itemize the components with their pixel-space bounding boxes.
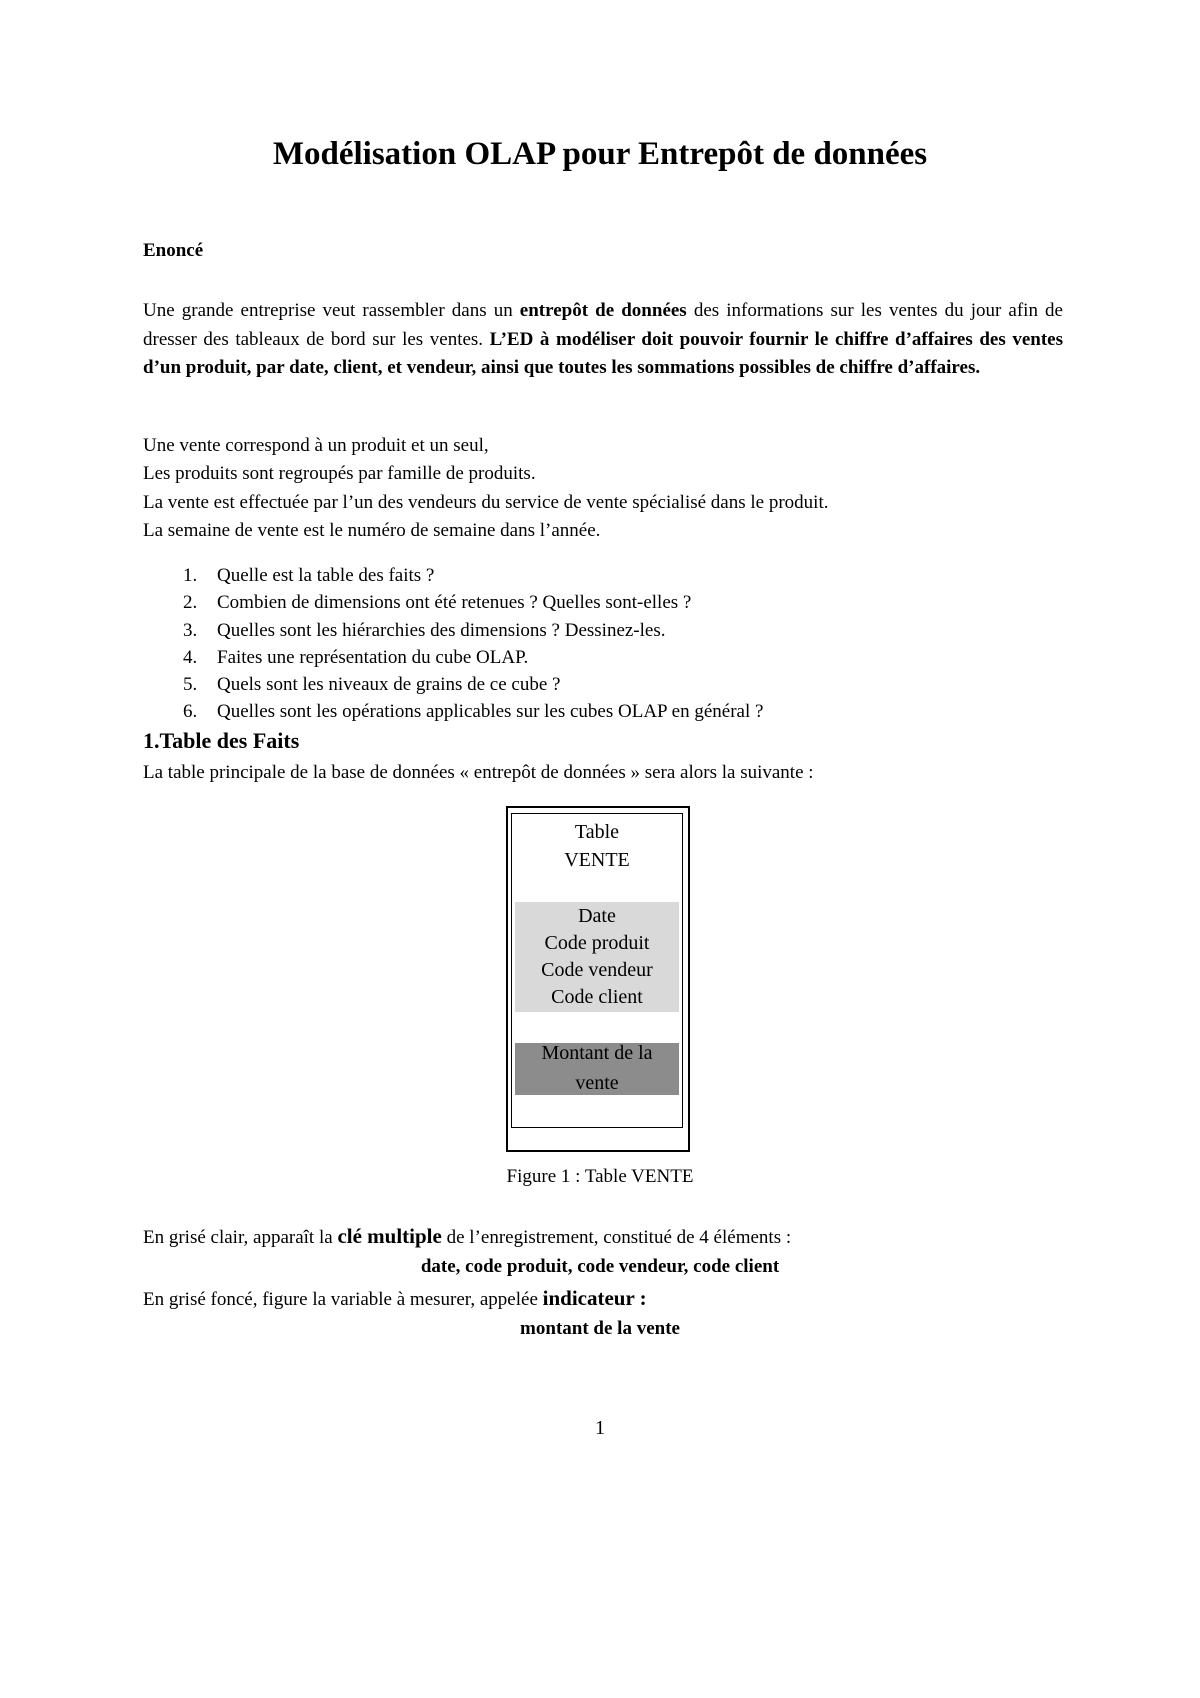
key-field: Code client [551,986,643,1008]
question-text: Quelle est la table des faits ? [217,565,435,586]
question-number: 1. [183,565,198,586]
key-list: date, code produit, code vendeur, code client [420,1256,780,1277]
questions-list [143,562,763,726]
question-number: 3. [183,619,198,641]
enonce-paragraph [143,297,1063,383]
question-number: 5. [183,674,198,696]
para-bold-2: L’ED à modéliser doit pouvoir fournir le chiffre d’affaires des ventes d’un produit, par date, client, et vendeur, ainsi que toutes les sommations possibles de chiffre d’affaires. [143,328,1063,378]
figure-caption: Figure 1 : Table VENTE [506,1166,694,1187]
statement-line: Une vente correspond à un produit et un seul, [143,435,489,456]
question-item [143,562,763,589]
para-text-1: Une grande entreprise veut rassembler dans un [143,300,520,321]
question-number: 6. [183,701,198,723]
key-field: Code produit [544,932,650,954]
light-prefix: En grisé clair, apparaît la [143,1227,338,1248]
light-bold: clé multiple [337,1224,442,1248]
question-text: Quels sont les niveaux de grains de ce cube ? [217,674,561,696]
question-number: 2. [183,592,198,614]
question-item [143,617,763,644]
indicator-field [515,1038,679,1098]
question-item [143,589,763,616]
figure-table-title [514,818,680,874]
page-number: 1 [595,1417,605,1439]
indicator-name: montant de la vente [520,1318,680,1339]
dark-grey-explanation [143,1286,647,1311]
question-text: Quelles sont les opérations applicables sur les cubes OLAP en général ? [217,701,764,723]
dark-bold: indicateur : [542,1286,647,1310]
para-bold-1: entrepôt de données [519,300,687,321]
question-text: Combien de dimensions ont été retenues ? Quelles sont-elles ? [217,592,692,614]
question-item [143,671,763,698]
indicator-line-2: vente [575,1072,619,1094]
question-item [143,698,763,725]
figure-title-line-1: Table [574,821,620,843]
enonce-heading: Enoncé [143,240,204,261]
section1-heading: 1.Table des Faits [143,728,300,753]
question-item [143,644,763,671]
statements-block [143,432,828,545]
statement-line: Les produits sont regroupés par famille de produits. [143,463,536,485]
light-suffix: de l’enregistrement, constitué de 4 éléments : [441,1227,792,1248]
key-field: Code vendeur [541,959,653,981]
light-grey-explanation [143,1224,791,1249]
statement-line: La vente est effectuée par l’un des vendeurs du service de vente spécialisé dans le produit. [143,491,829,513]
dark-prefix: En grisé foncé, figure la variable à mesurer, appelée [143,1289,543,1310]
key-field: Date [578,905,616,927]
question-text: Faites une représentation du cube OLAP. [217,646,529,668]
figure-title-line-2: VENTE [564,849,630,871]
question-number: 4. [183,646,198,668]
para-text-2: des informations sur les ventes du jour afin de dresser des tableaux de bord sur les ventes. [143,300,1063,350]
document-title: Modélisation OLAP pour Entrepôt de données [272,136,928,172]
indicator-line-1: Montant de la [541,1042,653,1064]
section1-intro: La table principale de la base de données « entrepôt de données » sera alors la suivante : [143,762,814,783]
question-text: Quelles sont les hiérarchies des dimensions ? Dessinez-les. [217,619,666,641]
statement-line: La semaine de vente est le numéro de semaine dans l’année. [143,519,601,541]
key-fields [515,903,679,1011]
